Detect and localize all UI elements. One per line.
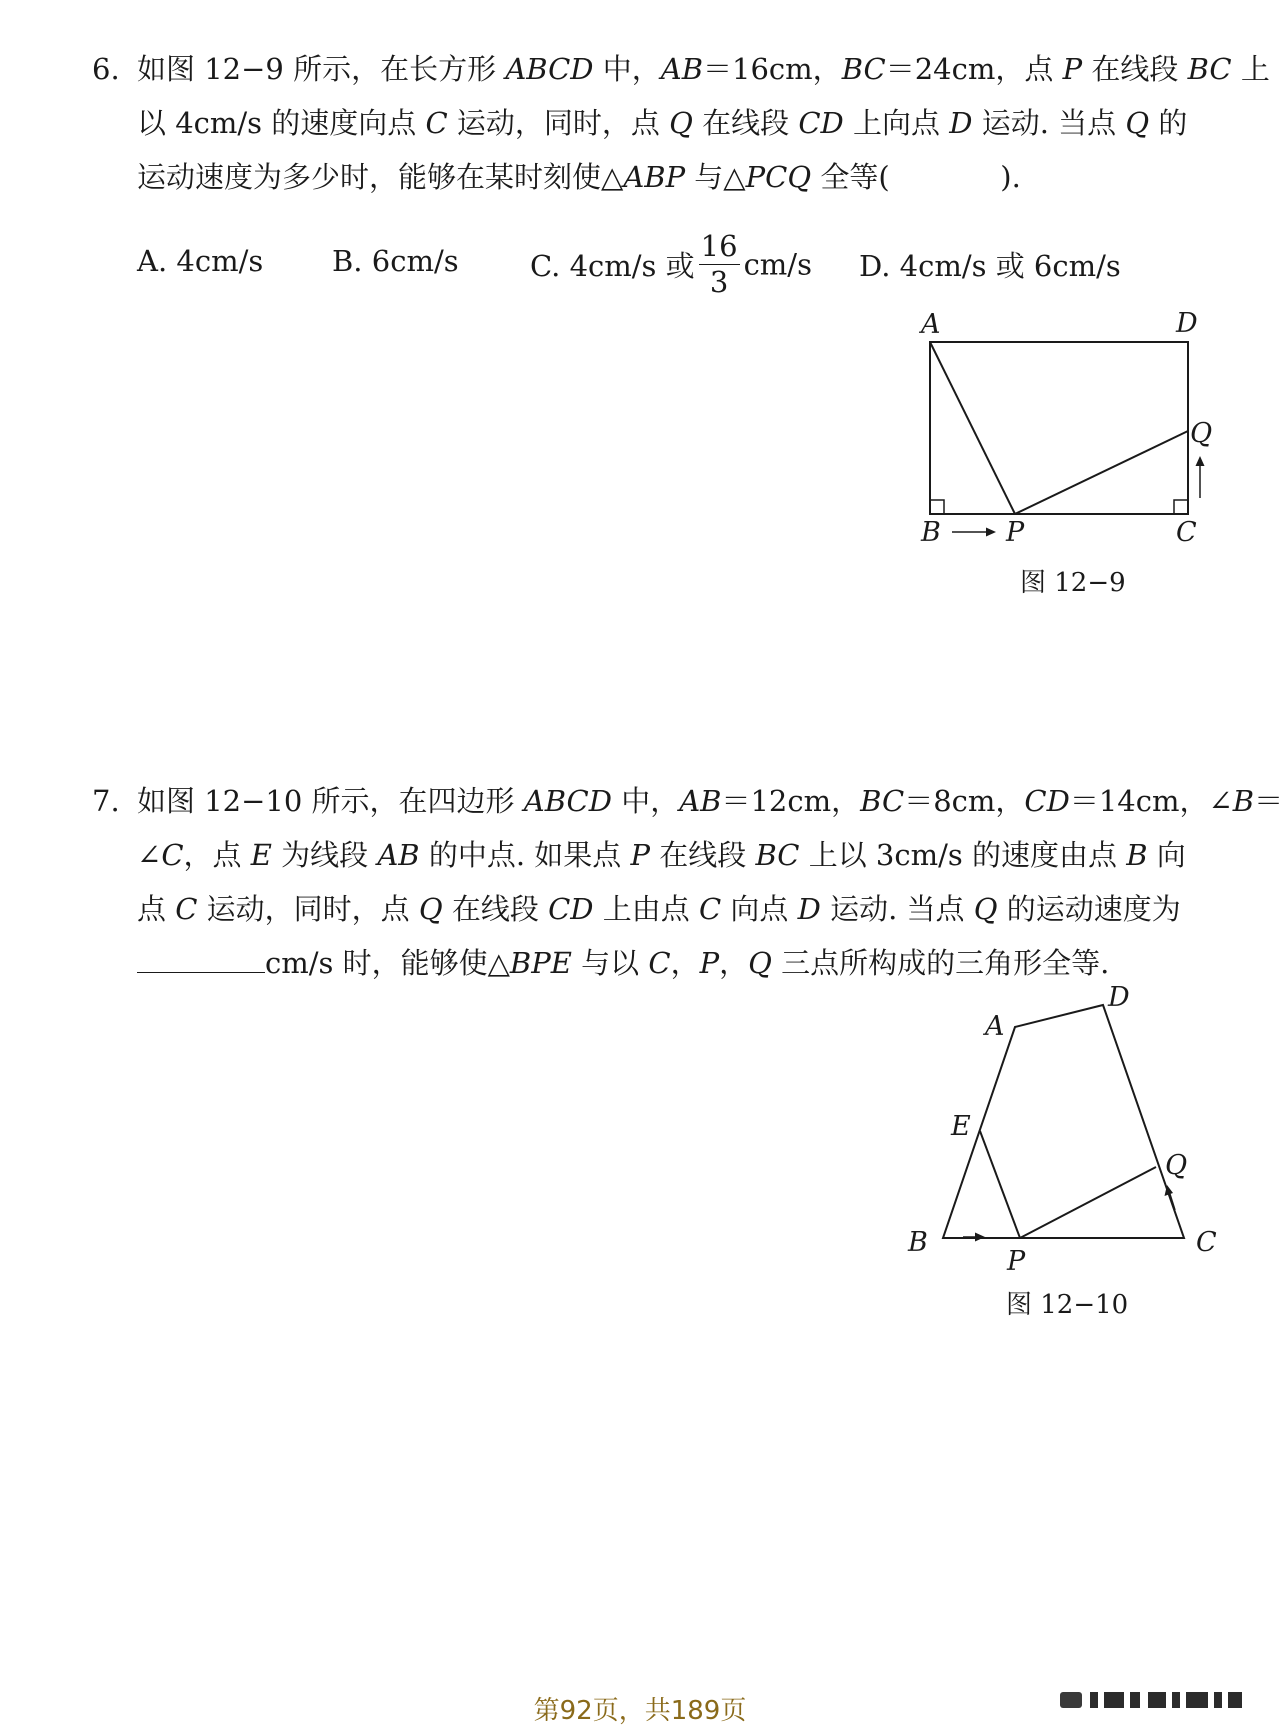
arrowhead-cq [1165, 1185, 1174, 1196]
fraction: $\frac{16}{3}$ [700, 229, 738, 299]
q7-number: 7. [92, 784, 120, 818]
q6-line1: 6. 如图 12−9 所示，在长方形 ABCD 中，AB＝16cm，BC＝24cm，点 P 在线段 BC 上 [92, 42, 1232, 96]
option-c: C. 4cm/s 或 $\frac{16}{3}$ cm/s [530, 229, 812, 299]
label-a: A [985, 1011, 1005, 1042]
arrowhead-cq [1196, 456, 1205, 466]
label-c: C [1176, 517, 1197, 548]
rectangle-abcd [930, 342, 1188, 514]
question-7 [92, 774, 1283, 990]
arrowhead-bp [986, 528, 996, 537]
option-d: D. 4cm/s 或 6cm/s [859, 249, 1121, 283]
toolbar-bars-icon [1060, 1688, 1250, 1714]
quadrilateral-abcd [943, 1005, 1184, 1238]
q6-line3: 运动速度为多少时，能够在某时刻使△ABP 与△PCQ 全等( ). [137, 160, 1021, 194]
label-q: Q [1190, 418, 1213, 449]
page-number-text: 第92页，共189页 [533, 1696, 747, 1726]
q7-line1: 7. 如图 12−10 所示，在四边形 ABCD 中，AB＝12cm，BC＝8cm，CD＝14cm，∠B＝ [92, 774, 1232, 828]
q7-line4: cm/s 时，能够使△BPE 与以 C，P，Q 三点所构成的三角形全等. [92, 936, 1232, 990]
q7-line2: ∠C，点 E 为线段 AB 的中点. 如果点 P 在线段 BC 上以 3cm/s 的速度由点 B 向 [137, 838, 1186, 872]
segment-pq [1020, 1167, 1156, 1238]
label-p: P [1006, 517, 1025, 548]
q7-line3: 点 C 运动，同时，点 Q 在线段 CD 上由点 C 向点 D 运动. 当点 Q 的运动速度为 [137, 892, 1181, 926]
option-b: B. 6cm/s [332, 244, 459, 278]
arrow-c-to-q [1169, 1191, 1175, 1210]
label-b: B [908, 1227, 928, 1258]
segment-ep [980, 1131, 1020, 1238]
label-d: D [1176, 308, 1198, 339]
label-q: Q [1165, 1150, 1188, 1181]
q6-number: 6. [92, 52, 120, 86]
label-a: A [921, 309, 941, 340]
right-angle-c [1174, 500, 1188, 514]
arrowhead-bp [975, 1233, 985, 1242]
option-a: A. 4cm/s [137, 244, 264, 278]
label-b: B [921, 517, 941, 548]
q7-answer-blank [137, 971, 265, 973]
q6-line2: 以 4cm/s 的速度向点 C 运动，同时，点 Q 在线段 CD 上向点 D 运动. 当点 Q 的 [137, 106, 1188, 140]
caption-12-9: 图 12−9 [1020, 568, 1126, 598]
label-p: P [1007, 1246, 1026, 1277]
segment-ap [930, 342, 1015, 514]
label-e: E [951, 1111, 971, 1142]
segment-pq [1015, 431, 1188, 514]
question-6 [92, 42, 1270, 204]
right-angle-b [930, 500, 944, 514]
caption-12-10: 图 12−10 [1006, 1290, 1129, 1320]
label-c: C [1196, 1227, 1217, 1258]
label-d: D [1108, 982, 1130, 1013]
q6-answer-blank [890, 160, 1001, 194]
